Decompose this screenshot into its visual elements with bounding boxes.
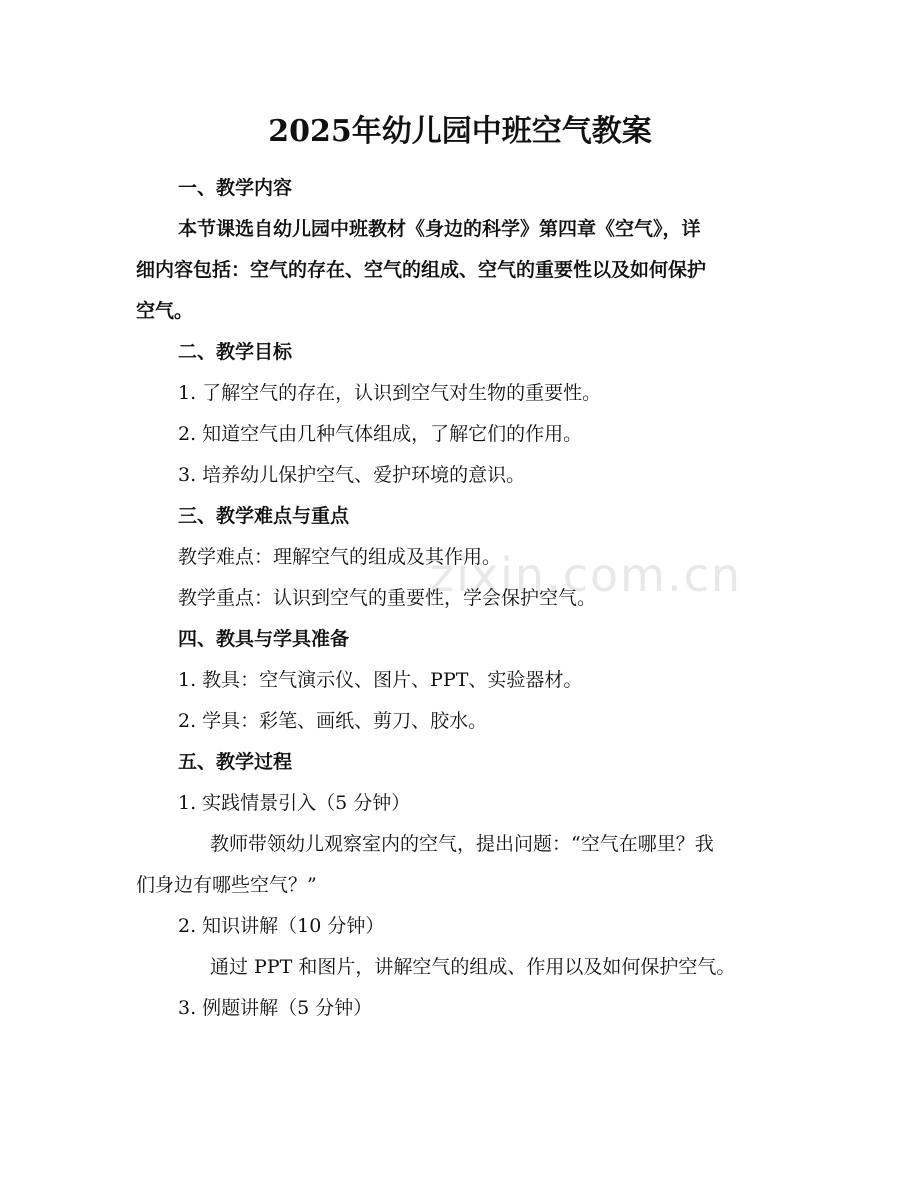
difficulty-text: 教学难点：理解空气的组成及其作用。	[178, 546, 502, 568]
section-heading-tools: 四、教具与学具准备	[178, 628, 350, 650]
section-heading-process: 五、教学过程	[178, 751, 293, 773]
process-step-1-desc-line-2: 们身边有哪些空气？”	[136, 874, 317, 896]
section-heading-goals: 二、教学目标	[178, 341, 293, 363]
section-heading-difficulties: 三、教学难点与重点	[178, 505, 350, 527]
process-step-2-desc: 通过 PPT 和图片，讲解空气的组成、作用以及如何保护空气。	[210, 956, 736, 978]
process-step-1-desc-line-1: 教师带领幼儿观察室内的空气，提出问题：“空气在哪里？我	[210, 833, 714, 855]
content-paragraph-line-1: 本节课选自幼儿园中班教材《身边的科学》第四章《空气》，详	[178, 218, 701, 240]
content-paragraph-line-3: 空气。	[136, 300, 194, 322]
goal-item-2: 2. 知道空气由几种气体组成，了解它们的作用。	[178, 423, 583, 445]
tool-item-1: 1. 教具：空气演示仪、图片、PPT、实验器材。	[178, 669, 583, 691]
goal-item-1: 1. 了解空气的存在，认识到空气对生物的重要性。	[178, 382, 602, 404]
watermark: zixin.com.cn	[430, 548, 743, 602]
process-step-2: 2. 知识讲解（10 分钟）	[178, 915, 385, 937]
goal-item-3: 3. 培养幼儿保护空气、爱护环境的意识。	[178, 464, 526, 486]
section-heading-content: 一、教学内容	[178, 177, 293, 199]
process-step-3: 3. 例题讲解（5 分钟）	[178, 997, 373, 1019]
tool-item-2: 2. 学具：彩笔、画纸、剪刀、胶水。	[178, 710, 488, 732]
focus-text: 教学重点：认识到空气的重要性，学会保护空气。	[178, 587, 597, 609]
document-title: 2025年幼儿园中班空气教案	[268, 114, 652, 149]
process-step-1: 1. 实践情景引入（5 分钟）	[178, 792, 411, 814]
content-paragraph-line-2: 细内容包括：空气的存在、空气的组成、空气的重要性以及如何保护	[136, 259, 707, 281]
